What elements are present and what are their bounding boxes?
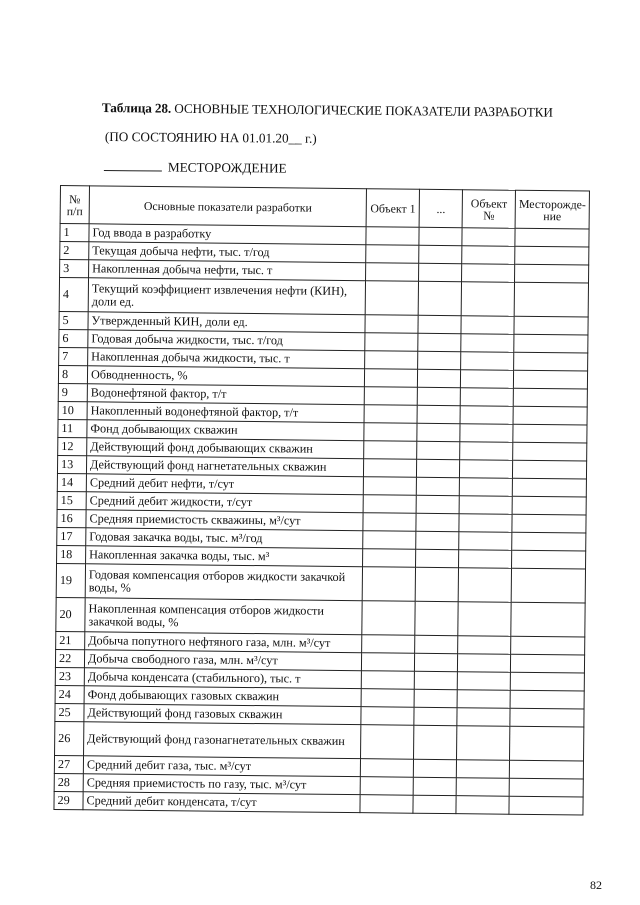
cell-dots[interactable] — [417, 423, 460, 441]
table-row — [56, 597, 585, 637]
row-number: 24 — [55, 685, 84, 703]
cell-field[interactable] — [514, 334, 588, 353]
cell-objectN[interactable] — [457, 708, 510, 727]
cell-field[interactable] — [512, 532, 586, 551]
cell-dots[interactable] — [416, 549, 459, 567]
cell-field[interactable] — [512, 514, 586, 533]
cell-objectN[interactable] — [462, 246, 515, 265]
cell-object1[interactable] — [365, 333, 418, 352]
cell-dots[interactable] — [416, 495, 459, 513]
header-indicators: Основные показатели разработки — [89, 186, 367, 227]
cell-objectN[interactable] — [459, 550, 512, 569]
cell-objectN[interactable] — [456, 760, 509, 779]
row-number: 2 — [60, 242, 89, 260]
row-indicator-label: Водонефтяной фактор, т/т — [87, 384, 364, 405]
cell-field[interactable] — [513, 424, 587, 443]
indicators-table — [53, 185, 590, 816]
cell-object1[interactable] — [365, 281, 418, 316]
cell-object1[interactable] — [365, 315, 418, 334]
cell-objectN[interactable] — [458, 636, 511, 655]
cell-dots[interactable] — [418, 369, 461, 387]
cell-objectN[interactable] — [461, 334, 514, 353]
row-number: 12 — [58, 437, 87, 455]
cell-object1[interactable] — [364, 387, 417, 406]
cell-field[interactable] — [514, 282, 588, 317]
row-number: 3 — [60, 260, 89, 278]
cell-objectN[interactable] — [458, 568, 511, 603]
row-indicator-label: Фонд добывающих газовых скважин — [84, 686, 361, 707]
cell-objectN[interactable] — [457, 690, 510, 709]
cell-field[interactable] — [510, 672, 584, 691]
header-num: № п/п — [60, 186, 89, 224]
cell-objectN[interactable] — [461, 282, 514, 317]
cell-object1[interactable] — [364, 405, 417, 424]
row-number: 15 — [57, 491, 86, 509]
row-indicator-label: Годовая закачка воды, тыс. м³/год — [86, 528, 363, 549]
row-number: 1 — [60, 224, 89, 242]
table-title-number: Таблица 28. — [101, 100, 172, 116]
row-number: 21 — [56, 631, 85, 649]
cell-dots[interactable] — [419, 263, 462, 281]
row-indicator-label: Добыча попутного нефтяного газа, млн. м³/сут — [85, 632, 362, 653]
row-indicator-label: Действующий фонд нагнетательных скважин — [86, 456, 363, 477]
cell-objectN[interactable] — [461, 370, 514, 389]
cell-dots[interactable] — [414, 689, 457, 707]
row-indicator-label: Годовая добыча жидкости, тыс. т/год — [88, 330, 365, 351]
cell-dots[interactable] — [418, 351, 461, 369]
table-title — [102, 100, 572, 121]
cell-object1[interactable] — [364, 423, 417, 442]
cell-field[interactable] — [511, 636, 585, 655]
cell-field[interactable] — [511, 654, 585, 673]
cell-object1[interactable] — [363, 531, 416, 550]
row-indicator-label: Накопленная закачка воды, тыс. м³ — [86, 546, 363, 567]
cell-object1[interactable] — [363, 495, 416, 514]
table-header-row — [60, 186, 589, 230]
cell-object1[interactable] — [363, 513, 416, 532]
row-number: 5 — [59, 311, 88, 329]
row-number: 26 — [55, 721, 84, 755]
cell-field[interactable] — [509, 760, 583, 779]
cell-objectN[interactable] — [458, 654, 511, 673]
cell-dots[interactable] — [413, 795, 456, 813]
cell-object1[interactable] — [360, 759, 413, 778]
cell-object1[interactable] — [364, 441, 417, 460]
cell-dots[interactable] — [417, 387, 460, 405]
cell-objectN[interactable] — [458, 602, 511, 637]
table-row — [55, 721, 584, 761]
cell-object1[interactable] — [366, 263, 419, 282]
cell-objectN[interactable] — [457, 672, 510, 691]
cell-dots[interactable] — [413, 777, 456, 795]
row-number: 29 — [54, 791, 83, 809]
table-title-text: ОСНОВНЫЕ ТЕХНОЛОГИЧЕСКИЕ ПОКАЗАТЕЛИ РАЗРАБОТКИ — [171, 100, 553, 120]
cell-object1[interactable] — [361, 671, 414, 690]
cell-objectN[interactable] — [460, 442, 513, 461]
row-indicator-label: Средняя приемистость по газу, тыс. м³/сут — [83, 774, 360, 795]
header-dots: ... — [419, 189, 462, 227]
row-number: 7 — [59, 347, 88, 365]
table-row — [59, 278, 588, 318]
cell-dots[interactable] — [417, 441, 460, 459]
row-number: 18 — [57, 545, 86, 563]
row-indicator-label: Действующий фонд газовых скважин — [84, 704, 361, 725]
row-indicator-label: Годовая компенсация отборов жидкости закачкой воды, % — [85, 564, 363, 601]
cell-object1[interactable] — [362, 567, 415, 602]
cell-dots[interactable] — [418, 333, 461, 351]
cell-objectN[interactable] — [462, 264, 515, 283]
row-indicator-label: Средний дебит нефти, т/сут — [86, 474, 363, 495]
cell-objectN[interactable] — [459, 514, 512, 533]
cell-dots[interactable] — [414, 671, 457, 689]
cell-field[interactable] — [511, 602, 585, 637]
cell-object1[interactable] — [362, 635, 415, 654]
cell-dots[interactable] — [417, 405, 460, 423]
row-indicator-label: Действующий фонд газонагнетательных скважин — [84, 722, 362, 759]
cell-objectN[interactable] — [461, 352, 514, 371]
cell-field[interactable] — [514, 352, 588, 371]
row-indicator-label: Средний дебит газа, тыс. м³/сут — [83, 756, 360, 777]
page-number: 82 — [590, 878, 602, 892]
cell-objectN[interactable] — [459, 478, 512, 497]
row-indicator-label: Накопленная компенсация отборов жидкости закачкой воды, % — [85, 598, 363, 635]
cell-field[interactable] — [514, 316, 588, 335]
cell-field[interactable] — [515, 264, 589, 283]
row-indicator-label: Накопленная добыча нефти, тыс. т — [89, 260, 366, 281]
cell-object1[interactable] — [360, 777, 413, 796]
cell-field[interactable] — [515, 246, 589, 265]
field-name-blank — [104, 158, 162, 172]
row-indicator-label: Утвержденный КИН, доли ед. — [88, 312, 365, 333]
row-number: 8 — [58, 365, 87, 383]
row-number: 17 — [57, 527, 86, 545]
cell-object1[interactable] — [362, 601, 415, 636]
cell-dots[interactable] — [413, 759, 456, 777]
row-number: 25 — [55, 703, 84, 721]
cell-field[interactable] — [509, 796, 583, 815]
cell-field[interactable] — [515, 228, 589, 247]
cell-field[interactable] — [513, 388, 587, 407]
table-body — [54, 224, 589, 816]
header-field: Месторожде-ние — [515, 190, 589, 229]
cell-dots[interactable] — [415, 601, 458, 635]
cell-objectN[interactable] — [460, 460, 513, 479]
row-number: 19 — [56, 563, 85, 597]
cell-object1[interactable] — [366, 227, 419, 246]
cell-field[interactable] — [511, 568, 585, 603]
cell-objectN[interactable] — [461, 316, 514, 335]
cell-field[interactable] — [513, 406, 587, 425]
row-number: 28 — [54, 773, 83, 791]
cell-object1[interactable] — [363, 549, 416, 568]
cell-objectN[interactable] — [456, 778, 509, 797]
cell-object1[interactable] — [360, 795, 413, 814]
cell-object1[interactable] — [365, 369, 418, 388]
cell-field[interactable] — [510, 690, 584, 709]
cell-dots[interactable] — [414, 725, 457, 759]
cell-field[interactable] — [512, 478, 586, 497]
header-object1: Объект 1 — [366, 189, 419, 228]
row-number: 22 — [55, 649, 84, 667]
row-indicator-label: Обводненность, % — [87, 366, 364, 387]
cell-dots[interactable] — [415, 567, 458, 601]
cell-dots[interactable] — [419, 245, 462, 263]
cell-object1[interactable] — [362, 653, 415, 672]
row-number: 10 — [58, 401, 87, 419]
cell-object1[interactable] — [366, 245, 419, 264]
cell-objectN[interactable] — [460, 388, 513, 407]
cell-object1[interactable] — [361, 689, 414, 708]
cell-objectN[interactable] — [459, 532, 512, 551]
cell-field[interactable] — [514, 370, 588, 389]
row-number: 14 — [57, 473, 86, 491]
row-number: 27 — [54, 755, 83, 773]
row-number: 4 — [59, 278, 88, 312]
cell-object1[interactable] — [361, 707, 414, 726]
row-indicator-label: Действующий фонд добывающих скважин — [87, 438, 364, 459]
cell-object1[interactable] — [361, 725, 414, 760]
cell-dots[interactable] — [418, 315, 461, 333]
indicators-table-container — [53, 185, 590, 816]
cell-objectN[interactable] — [456, 796, 509, 815]
row-number: 20 — [56, 597, 85, 631]
cell-field[interactable] — [509, 778, 583, 797]
cell-field[interactable] — [512, 496, 586, 515]
row-number: 11 — [58, 419, 87, 437]
row-number: 23 — [55, 667, 84, 685]
row-indicator-label: Накопленный водонефтяной фактор, т/т — [87, 402, 364, 423]
cell-field[interactable] — [513, 442, 587, 461]
row-number: 16 — [57, 509, 86, 527]
row-indicator-label: Средний дебит конденсата, т/сут — [83, 792, 360, 813]
cell-objectN[interactable] — [460, 424, 513, 443]
cell-objectN[interactable] — [462, 228, 515, 247]
field-label: МЕСТОРОЖДЕНИЕ — [167, 159, 287, 176]
cell-object1[interactable] — [364, 459, 417, 478]
row-indicator-label: Фонд добывающих скважин — [87, 420, 364, 441]
row-number: 9 — [58, 383, 87, 401]
cell-objectN[interactable] — [459, 496, 512, 515]
cell-dots[interactable] — [414, 707, 457, 725]
cell-object1[interactable] — [363, 477, 416, 496]
cell-dots[interactable] — [416, 513, 459, 531]
cell-dots[interactable] — [416, 477, 459, 495]
row-indicator-label: Добыча свободного газа, млн. м³/сут — [84, 650, 361, 671]
cell-field[interactable] — [512, 550, 586, 569]
cell-field[interactable] — [513, 460, 587, 479]
row-indicator-label: Накопленная добыча жидкости, тыс. т — [88, 348, 365, 369]
cell-dots[interactable] — [415, 653, 458, 671]
field-name-line — [104, 158, 287, 177]
cell-object1[interactable] — [365, 351, 418, 370]
row-indicator-label: Текущая добыча нефти, тыс. т/год — [89, 242, 366, 263]
cell-objectN[interactable] — [457, 726, 510, 761]
header-objectN: Объект № — [462, 190, 515, 229]
table-subtitle: (ПО СОСТОЯНИЮ НА 01.01.20__ г.) — [104, 129, 317, 146]
cell-field[interactable] — [510, 708, 584, 727]
cell-field[interactable] — [510, 726, 584, 761]
cell-dots[interactable] — [418, 281, 461, 315]
row-indicator-label: Средний дебит жидкости, т/сут — [86, 492, 363, 513]
cell-dots[interactable] — [417, 459, 460, 477]
row-number: 13 — [57, 455, 86, 473]
table-row — [56, 563, 585, 603]
row-number: 6 — [59, 329, 88, 347]
cell-dots[interactable] — [415, 635, 458, 653]
row-indicator-label: Средняя приемистость скважины, м³/сут — [86, 510, 363, 531]
cell-dots[interactable] — [419, 227, 462, 245]
row-indicator-label: Год ввода в разработку — [89, 224, 366, 245]
cell-objectN[interactable] — [460, 406, 513, 425]
cell-dots[interactable] — [416, 531, 459, 549]
row-indicator-label: Добыча конденсата (стабильного), тыс. т — [84, 668, 361, 689]
row-indicator-label: Текущий коэффициент извлечения нефти (КИН), доли ед. — [88, 278, 366, 315]
